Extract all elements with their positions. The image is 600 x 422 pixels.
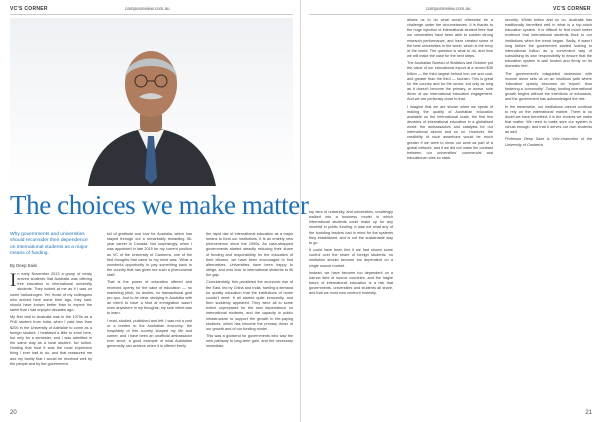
section-label: VC'S CORNER xyxy=(10,6,48,12)
article-column-1 xyxy=(10,272,92,412)
paragraph: the rapid rise of international education as a major means to fund our institutions. It is an entirely new phenomenon since the 1990s. As cash-strapped governments started steadily reducing their share of funding and responsibility for the education of their citizens, we have been encouraged to find alternatives. Universities have been happy to oblige, and now look to international students to fill the gap. xyxy=(206,232,293,278)
paragraph: That is the power of education offered and received openly for the sake of education — no marketing pitch, no doubts, no transactional gold pro quo. Just to be clear, studying in Australia with an intent to have a shot at immigration wasn't even anywhere in my thoughts; my sole intent was to learn. xyxy=(107,280,192,316)
page-number-left: 20 xyxy=(10,410,17,416)
paragraph: top tiers of university, and universities, unwittingly walked into a business model in which international students could make up for any shortfall in public funding. It was not what any of the founding leaders had in mind for the systems they established, and is not the sustainable way to go. xyxy=(309,210,393,245)
paragraph: allows us to do what would otherwise be a challenge under the circumstances. It is thanks to the huge injection of international student fees that our universities have been able to sustain strong research performance, and have created some of the best universities in the world, which is the envy of the world. The question is what to do, and how we will make the case for the next steps. xyxy=(407,18,493,59)
page-number-right: 21 xyxy=(585,410,592,416)
author-portrait-photo xyxy=(10,18,293,186)
article-standfirst: Why governments and universities should reconsider their dependence on international students as a major means of funding. xyxy=(10,232,88,256)
section-label: VC'S CORNER xyxy=(553,6,591,12)
header-rule xyxy=(10,14,293,15)
paragraph: This was a godsend for governments who saw the new pathway to long-term gain, and the necessary immediate xyxy=(206,333,293,349)
paragraph: The government's misguided obsession with income alone sets us on an insidious path where 'education' quickly becomes an 'export', thus fostering a 'commodity'. Today, funding international growth begins without the intentions of educators, and the government has acknowledged the risk. xyxy=(505,71,592,102)
site-url[interactable]: campusreview.com.au xyxy=(426,6,471,11)
paragraph: security. Whilst tuition and so on, Australia has traditionally benefited well in what is a top-notch education system. It is difficult to find much better evidence that international students flock to our institutions when the trend began. Sadly, it wasn't long before the government started looking to international tuition as a convenient way of subsidising its own responsibility to ensure that the education system is well funded and firmly on its domestic feet. xyxy=(505,18,592,69)
paragraph: I imagine that we are shown when we speak of making the quality of Australian education available on the international scale, the first few decades of international education in a globalised world: the ambassadors and catalysts for our international alumni and so on. However, the credibility of such assertions would be much greater if we were to show our work as part of a global network, and if we did not make the contrast between our universities' commercial and educational roles so stark. xyxy=(407,104,493,161)
article-column-6 xyxy=(505,18,592,410)
site-url[interactable]: campusreview.com.au xyxy=(125,6,170,11)
author-bio: Professor Deep Saini is Vice-chancellor of the University of Canberra. xyxy=(505,137,592,147)
paragraph: I read, studied, published and left. I was not a cost or a burden to the Australian economy; the hospitality of this country shaped my life and career, and I have been an unofficial ambassador ever since, a good example of what Australian generosity can achieve when it is offered freely. xyxy=(107,318,192,349)
header-rule xyxy=(309,14,592,15)
drop-cap: I xyxy=(10,272,17,291)
paragraph: full of gratitude and love for Australia, which has stayed through out a remarkably rewarding 36-year career in Canada. Not surprisingly, when I was appointed in late 2015 for my current position as VC of the University of Canberra, one of the first thoughts that came to my mind was: 'What a wonderful opportunity to pay something back to the country that has given me such a phenomenal start'. xyxy=(107,232,192,278)
article-headline: The choices we make matter xyxy=(10,190,309,220)
paragraph: Instead, we have become too dependent on a narrow field of source countries, and the fragile future of international education is a risk that governments, universities and students all share, and that we must now confront honestly. xyxy=(309,270,393,296)
paragraph: Coincidentally, this paralleled the economic rise of the East, led by China and India, fuelling a demand for quality education that the institutions of home couldn't meet. It all started quite innocently, and then suddenly appeared. They were all to some extent unprepared for the new dependence on international students, and the capacity in public infrastructure to support the growth in fee-paying students, which has become the primary driver of our growth and of our funding model. xyxy=(206,280,293,331)
right-page xyxy=(300,0,600,422)
paragraph: It could have been fine if we had shown some control over the share of foreign students: no institution should become too dependent on a single source market. xyxy=(309,248,393,268)
byline: By Deep Saini xyxy=(10,263,38,268)
paragraph: n early November 2013 a group of newly arrived students that Australia was offering free education to international university students. They looked at me as if I was on some hallucinogen. Yet, those of my colleagues who arrived here some time ago, they said, should have known better than to expect the same that I had enjoyed decades ago. xyxy=(10,272,92,313)
paragraph: My first visit to Australia was in the 1970s as a PhD student from India, when I paid less than $200 in the University of Adelaide to come as a foreign student. I hesitated a little to enrol here, but only for a semester, and I was admitted in the same way as a local student. No tuition. Holding that trust it was the most expensive thing I ever had to do, and that reassured me and my family that I would be received well by the people and by the government. xyxy=(10,315,92,366)
paragraph: The Australian Bureau of Statistics last October put the value of our educational export at a record $35 billion — the third largest behind iron ore and coal, and greater than the third — tourism. This is great for the country and for the sector, but only as long as it doesn't become the primary, or worse, sole driver of our international education engagement. And we are perilously close to that. xyxy=(407,61,493,102)
article-column-2 xyxy=(107,232,192,412)
article-column-4 xyxy=(309,210,393,410)
article-column-3 xyxy=(206,232,293,412)
article-column-5 xyxy=(407,18,493,410)
paragraph: In the meanwhile, our institutions cannot continue to rely on the international market. There is no doubt we have benefited; it is the choices we make that matter. We need to make sure our system is robust enough, and that it serves our own students as well. xyxy=(505,104,592,135)
